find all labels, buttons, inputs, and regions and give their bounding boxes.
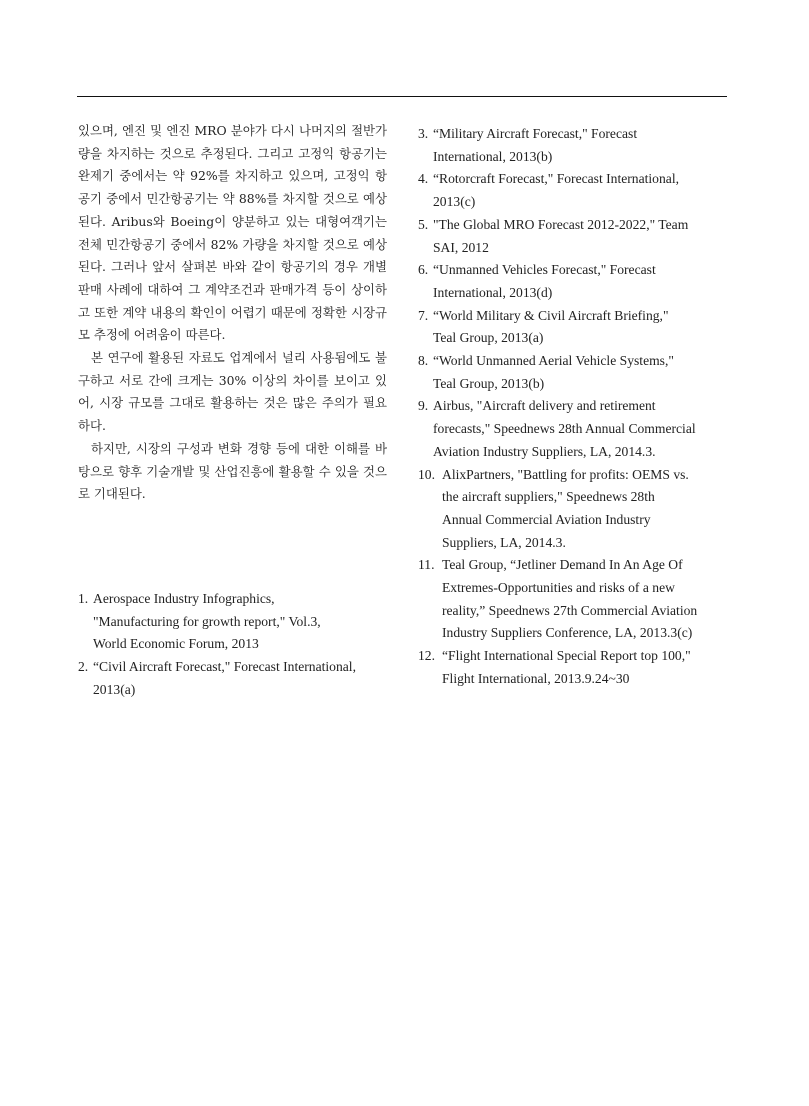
reference-item [418,305,730,350]
reference-item [418,554,730,645]
reference-number: 8. [418,353,429,369]
reference-line: “Unmanned Vehicles Forecast," Forecast [433,262,656,278]
reference-number: 6. [418,262,429,278]
reference-line: International, 2013(d) [433,284,553,300]
reference-list-right-single [418,123,730,464]
reference-line: Teal Group, “Jetliner Demand In An Age Of [442,557,683,573]
left-column [78,120,387,701]
reference-line: the aircraft suppliers," Speednews 28th [442,489,655,505]
reference-line: Annual Commercial Aviation Industry [442,511,651,527]
reference-item [418,464,730,555]
reference-line: Aviation Industry Suppliers, LA, 2014.3. [433,443,656,459]
reference-number: 4. [418,171,429,187]
reference-line: "Manufacturing for growth report," Vol.3, [93,613,321,629]
reference-line: Industry Suppliers Conference, LA, 2013.3(c) [442,625,693,641]
reference-line: World Economic Forum, 2013 [93,636,259,652]
reference-item [418,259,730,304]
reference-number: 10. [418,466,435,482]
reference-item [418,645,730,690]
reference-line: Suppliers, LA, 2014.3. [442,534,566,550]
header-rule [77,96,727,97]
reference-line: “Civil Aircraft Forecast," Forecast International, [93,659,356,675]
body-paragraph: 본 연구에 활용된 자료도 업계에서 널리 사용됨에도 불구하고 서로 간에 크게는 30% 이상의 차이를 보이고 있어, 시장 규모를 그대로 활용하는 것은 많은 주의가 필요하다. [78,350,387,434]
right-column [418,123,730,691]
body-paragraph: 있으며, 엔진 및 엔진 MRO 분야가 다시 나머지의 절반가량을 차지하는 것으로 추정된다. 그리고 고정익 항공기는 완제기 중에서는 약 92%를 차지하고 있으며, 고정익 항공기 중에서 민간항공기는 약 88%를 차지할 것으로 예상된다. Aribus와 Boeing이 양분하고 있는 대형여객기는 전체 민간항공기 중에서 82% 가량을 차지할 것으로 예상된다. 그러나 앞서 살펴본 바와 같이 항공기의 경우 개별 판매 사례에 대하여 그 계약조건과 판매가격 등이 상이하고 또한 계약 내용의 확인이 어렵기 때문에 정확한 시장규모 추정에 어려움이 따른다. [78,123,387,343]
reference-list-right-double [418,464,730,691]
reference-line: International, 2013(b) [433,148,553,164]
reference-line: “Military Aircraft Forecast," Forecast [433,126,638,141]
reference-line: Aerospace Industry Infographics, [93,590,275,606]
reference-line: 2013(a) [93,681,136,697]
reference-number: 3. [418,126,429,141]
reference-number: 7. [418,307,429,323]
reference-number: 9. [418,398,429,414]
reference-line: "The Global MRO Forecast 2012-2022," Team [433,216,689,232]
reference-line: Flight International, 2013.9.24~30 [442,670,630,686]
reference-number: 2. [78,659,89,675]
reference-line: AlixPartners, "Battling for profits: OEMS vs. [442,466,689,482]
reference-list-left [78,588,387,702]
reference-item [78,656,387,701]
reference-line: “Flight International Special Report top 100," [442,648,691,664]
reference-line: “Rotorcraft Forecast," Forecast International, [433,171,679,187]
reference-item [78,588,387,656]
reference-line: 2013(c) [433,194,476,210]
reference-line: reality,” Speednews 27th Commercial Aviation [442,602,698,618]
reference-item [418,214,730,259]
reference-line: “World Unmanned Aerial Vehicle Systems," [433,353,674,369]
reference-line: Airbus, "Aircraft delivery and retirement [433,398,656,414]
reference-item [418,123,730,168]
reference-item [418,395,730,463]
reference-item [418,350,730,395]
reference-line: Extremes-Opportunities and risks of a new [442,580,675,596]
reference-line: SAI, 2012 [433,239,489,255]
reference-line: Teal Group, 2013(a) [433,330,544,346]
reference-line: Teal Group, 2013(b) [433,375,545,391]
reference-item [418,168,730,213]
reference-number: 11. [418,557,435,573]
reference-line: “World Military & Civil Aircraft Briefing," [433,307,669,323]
reference-number: 1. [78,590,89,606]
reference-number: 5. [418,216,429,232]
reference-number: 12. [418,648,435,664]
reference-line: forecasts," Speednews 28th Annual Commercial [433,421,696,437]
body-paragraph: 하지만, 시장의 구성과 변화 경향 등에 대한 이해를 바탕으로 향후 기술개발 및 산업진흥에 활용할 수 있을 것으로 기대된다. [78,440,387,502]
